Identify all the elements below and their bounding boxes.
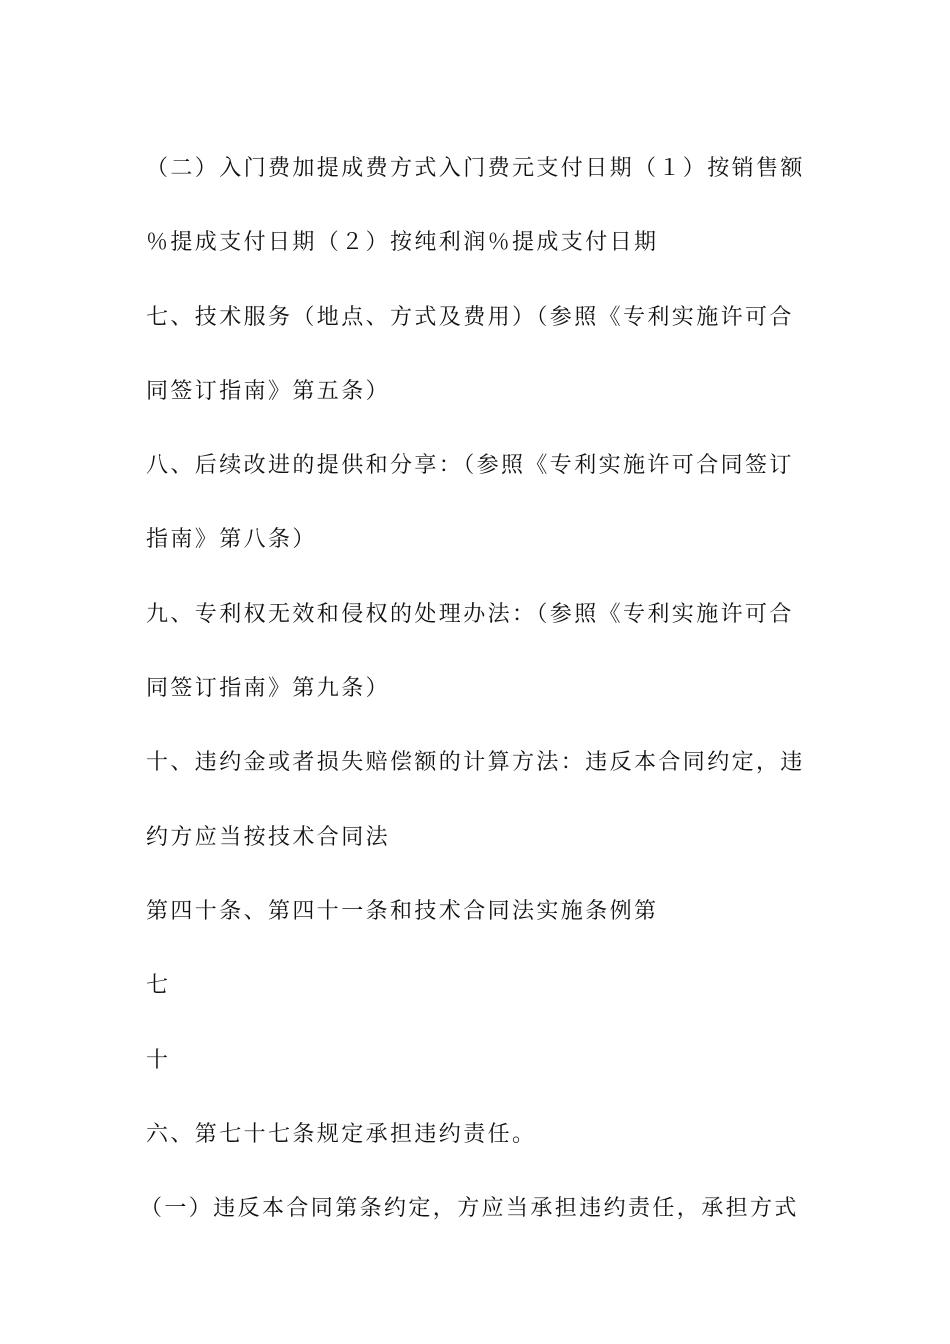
text-line: 第四十条、第四十一条和技术合同法实施条例第 [146,898,659,924]
text-line: 同签订指南》第九条） [146,676,391,702]
text-line: 八、后续改进的提供和分享：（参照《专利实施许可合同签订 [146,453,794,479]
text-line: 约方应当按技术合同法 [146,824,391,850]
text-line: 指南》第八条） [146,527,317,553]
document-body [140,132,806,1246]
text-line: （一）违反本合同第条约定，方应当承担违约责任，承担方式 [140,1196,799,1222]
text-line: 同签订指南》第五条） [146,378,391,404]
text-line: 十 [146,1047,171,1073]
text-line: 十、违约金或者损失赔偿额的计算方法：违反本合同约定，违 [146,750,805,776]
text-line: 七、技术服务（地点、方式及费用）（参照《专利实施许可合 [146,304,794,330]
text-line: 六、第七十七条规定承担违约责任。 [146,1121,537,1147]
text-line: （二）入门费加提成费方式入门费元支付日期（１）按销售额 [146,156,805,181]
text-line: 七 [146,973,171,999]
text-line: 九、专利权无效和侵权的处理办法：（参照《专利实施许可合 [146,601,794,627]
text-line: ％提成支付日期（２）按纯利润％提成支付日期 [146,230,659,256]
